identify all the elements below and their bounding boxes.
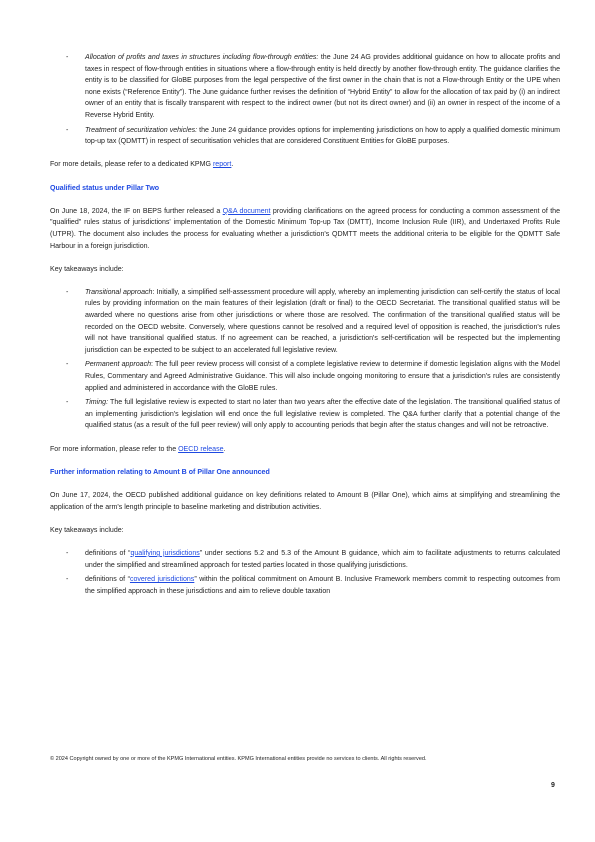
list-item: - Permanent approach: The full peer review process will consist of a complete legislative review to determine if domestic legislation aligns with the Model Rules, Commentary and Agreed Administrative Guidance. This will also include ongoing monitoring to ensure that a jurisdiction's rules are consistently applied and administered in accordance with the GloBE rules. bbox=[50, 359, 560, 394]
list-item: - Transitional approach: Initially, a simplified self-assessment procedure will apply, whereby an implementing jurisdiction can self-certify the status of local rules by providing information on the main features of their legislation (draft or final) to the OECD Secretariat. The transitional qualified status will be awarded where no questions arise from other jurisdictions or where those are resolved. The confirmation of the transitional qualified status will be recorded on the OECD website. Conversely, where questions cannot be resolved and a required level of opposition is reached, the jurisdiction's rules will not have transitional qualified status. If no agreement can be reached, a jurisdiction's self-certification will be respected but the implementing jurisdiction can be expected to be subject to an accelerated full legislative review. bbox=[50, 287, 560, 357]
qualifying-jurisdictions-link[interactable]: qualifying jurisdictions bbox=[130, 549, 200, 557]
page-number: 9 bbox=[551, 782, 555, 789]
paragraph: On June 18, 2024, the IF on BEPS further released a Q&A document providing clarifications on the agreed process for conducting a common assessment of the "qualified" rules status of jurisdictions' implementation of the Domestic Minimum Top-up Tax (DMTT), Income Inclusion Rule (IIR), and Undertaxed Profits Rule (UTPR). The document also includes the process for evaluating whether a jurisdiction's QDMTT meets the additional criteria to be eligible for the QDMTT Safe Harbour in a foreign jurisdiction. bbox=[50, 207, 560, 250]
bullet-title: Permanent approach bbox=[85, 361, 152, 369]
document-body bbox=[50, 52, 560, 597]
bullet-text: the June 24 AG provides additional guidance on how to allocate profits and taxes in respect of flow-through entities in situations where a flow-through entity is held directly by another flow-through entity. The guidance clarifies the entity is to be classified for GloBE purposes from the legal perspective of the first owner in the chain that is not a Flow-through Entity or the UPE when none exists (“Reference Entity”). The June guidance further revises the definition of “Hybrid Entity” to allow for the allocation of tax paid by (i) an indirect owner of an entity that is fiscally transparent with respect to the indirect owner (but not its direct owner) and (ii) an owner in respect of the income of a Reverse Hybrid Entity. bbox=[85, 54, 560, 119]
list-item: - definitions of “qualifying jurisdictions” under sections 5.2 and 5.3 of the Amount B guidance, which aim to facilitate adjustments to returns calculated under the simplified and streamlined approach for tested parties located in those qualifying jurisdictions. bbox=[50, 548, 560, 571]
kpmg-report-link[interactable]: report bbox=[212, 161, 232, 169]
paragraph: On June 17, 2024, the OECD published additional guidance on key definitions related to Amount B (Pillar One), which aims at simplifying and streamlining the application of the arm's length principle to baseline marketing and distribution activities. bbox=[50, 491, 560, 511]
oecd-release-link[interactable]: OECD release bbox=[178, 445, 224, 453]
covered-jurisdictions-link[interactable]: covered jurisdictions bbox=[129, 576, 195, 584]
list-item bbox=[50, 52, 560, 122]
list-item: - definitions of “covered jurisdictions” within the political commitment on Amount B. Inclusive Framework members commit to respecting outcomes from the simplified approach in these jurisdictions and aim to relieve double taxation bbox=[50, 574, 560, 597]
footer-copyright: © 2024 Copyright owned by one or more of the KPMG International entities. KPMG International entities provide no services to clients. All rights reserved. bbox=[50, 756, 427, 762]
list-item: - Timing: The full legislative review is expected to start no later than two years after the effective date of the legislation. The transitional qualified status of an implementing jurisdiction's legislation will end once the full legislative review is completed. The Q&A further clarify that a potential change of the qualified status (as a result of the full peer review) will only apply to accounting periods that begin after the status changes and will not be retroactive. bbox=[50, 397, 560, 432]
qa-document-link[interactable]: Q&A document bbox=[222, 207, 271, 215]
more-details-paragraph: For more details, please refer to a dedicated KPMG report. bbox=[50, 161, 234, 169]
more-info-paragraph: For more information, please refer to the OECD release. bbox=[50, 445, 226, 453]
bullet-text: the June 24 guidance provides options for implementing jurisdictions on how to apply a qualified domestic minimum top-up tax (QDMTT) in respect of securitisation vehicles that are considered Constituent Entities for GloBE purposes. bbox=[85, 126, 560, 146]
bullet-title: Transitional approach bbox=[85, 288, 153, 296]
bullet-title: Allocation of profits and taxes in structures including flow-through entities: bbox=[85, 54, 319, 61]
bullet-title: Timing: bbox=[85, 399, 109, 407]
takeaways-label: Key takeaways include: bbox=[50, 265, 124, 273]
bullet-title: Treatment of securitization vehicles: bbox=[85, 126, 198, 134]
section-heading: Further information relating to Amount B of Pillar One announced bbox=[50, 468, 270, 476]
section-heading: Qualified status under Pillar Two bbox=[50, 184, 160, 192]
takeaways-label: Key takeaways include: bbox=[50, 526, 124, 534]
list-item bbox=[50, 125, 560, 148]
